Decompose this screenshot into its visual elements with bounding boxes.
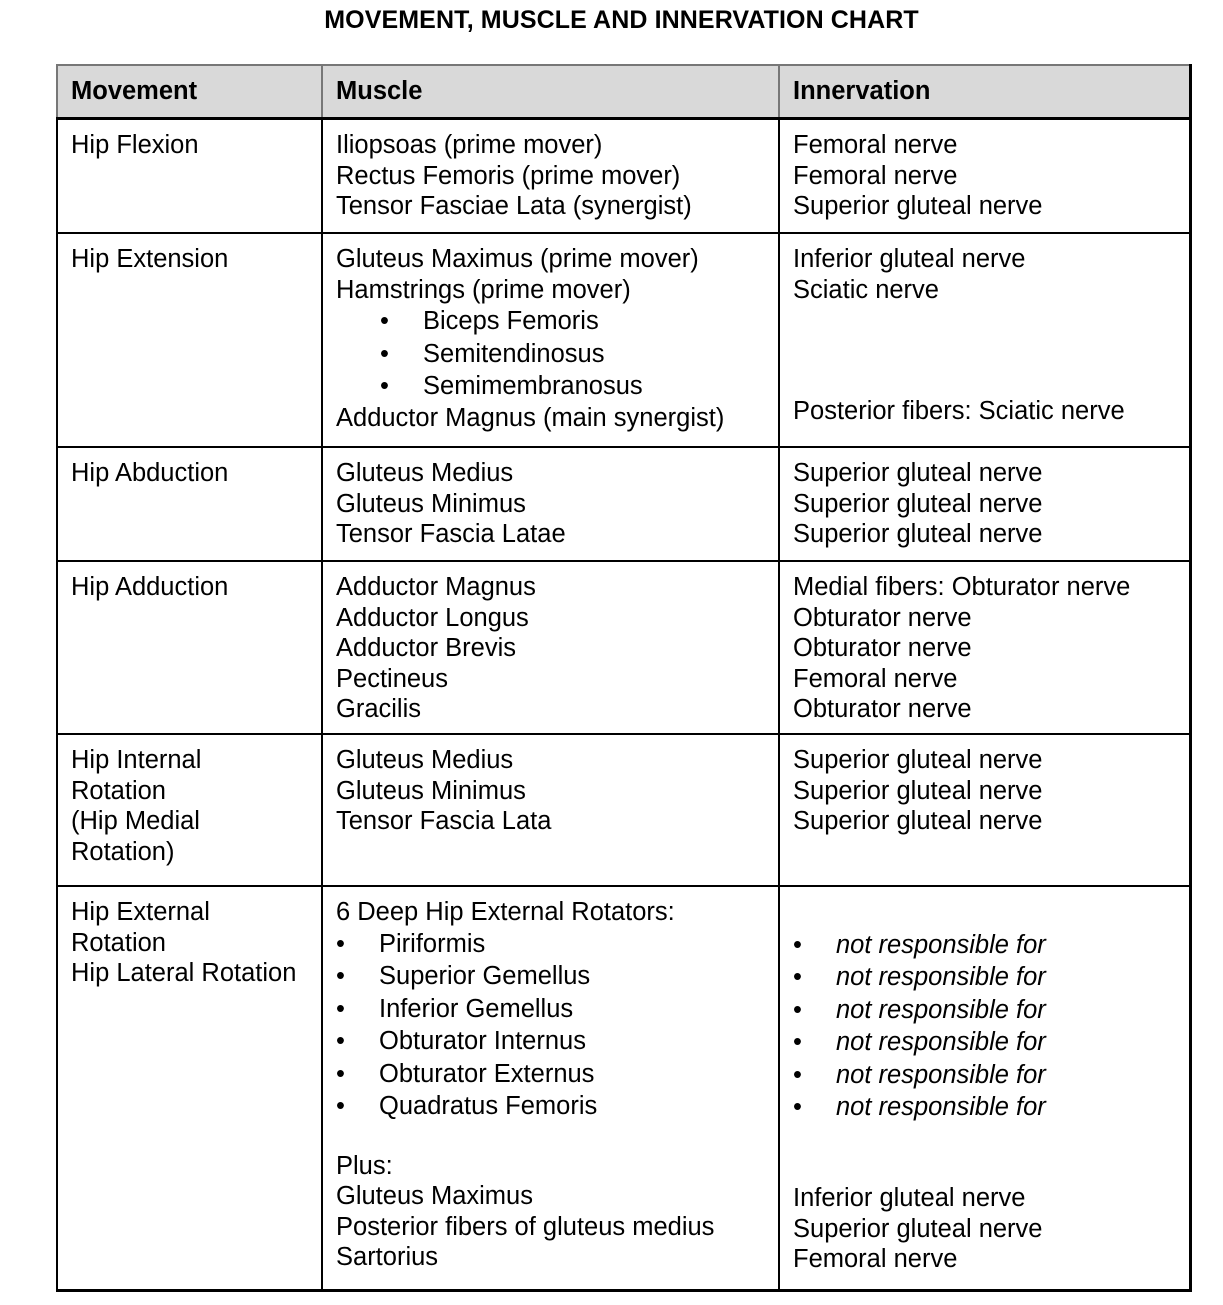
- muscle-item: Gluteus Medius: [336, 459, 514, 487]
- movement-label: Hip Flexion: [71, 131, 199, 159]
- list-item: Semimembranosus: [423, 372, 643, 401]
- movement-label: Hip External: [71, 897, 210, 926]
- muscle-item: Pectineus: [336, 664, 448, 693]
- muscle-item: Adductor Magnus (main synergist): [336, 403, 725, 432]
- movement-label: Rotation: [71, 776, 166, 805]
- innervation-cell: [779, 119, 1190, 234]
- innervation-item: Inferior gluteal nerve: [793, 245, 1026, 273]
- list-item: Superior Gemellus: [379, 962, 591, 991]
- muscle-item: Sartorius: [336, 1243, 439, 1272]
- list-item: Biceps Femoris: [423, 307, 599, 336]
- innervation-item: Superior gluteal nerve: [793, 745, 1043, 774]
- muscle-cell: [322, 233, 779, 447]
- header-muscle: Muscle: [322, 65, 779, 119]
- muscle-item: Tensor Fascia Lata: [336, 807, 552, 836]
- muscle-item: Gluteus Medius: [336, 745, 514, 774]
- movement-label: Rotation: [71, 928, 166, 957]
- list-item: not responsible for: [836, 1028, 1046, 1057]
- innervation-item: Obturator nerve: [793, 634, 972, 663]
- movement-muscle-innervation-table: [56, 64, 1192, 1292]
- movement-cell: [57, 233, 322, 447]
- muscle-item: Posterior fibers of gluteus medius: [336, 1212, 715, 1241]
- movement-cell: [57, 119, 322, 234]
- movement-label: Hip Lateral Rotation: [71, 959, 297, 988]
- movement-label: Hip Adduction: [71, 573, 229, 601]
- table-row: [57, 447, 1190, 561]
- list-item: not responsible for: [836, 963, 1046, 992]
- innervation-item: Superior gluteal nerve: [793, 489, 1043, 518]
- movement-label: (Hip Medial: [71, 807, 200, 836]
- innervation-item: Superior gluteal nerve: [793, 776, 1043, 805]
- muscle-item: Hamstrings (prime mover): [336, 275, 631, 304]
- muscle-item: Adductor Longus: [336, 603, 529, 632]
- muscle-cell: [322, 447, 779, 561]
- movement-cell: [57, 886, 322, 1291]
- list-item: not responsible for: [836, 930, 1046, 959]
- innervation-item: Obturator nerve: [793, 603, 972, 632]
- list-item: not responsible for: [836, 1093, 1046, 1122]
- muscle-cell: [322, 886, 779, 1291]
- innervation-cell: [779, 734, 1190, 886]
- innervation-item: Superior gluteal nerve: [793, 192, 1043, 221]
- list-item: Semitendinosus: [423, 339, 605, 368]
- innervation-item: Femoral nerve: [793, 131, 958, 159]
- table-row: [57, 119, 1190, 234]
- header-innervation: Innervation: [779, 65, 1190, 119]
- muscle-item: Tensor Fasciae Lata (synergist): [336, 192, 692, 221]
- movement-label: Hip Extension: [71, 245, 229, 273]
- list-item: Inferior Gemellus: [379, 994, 574, 1023]
- list-item: Obturator Externus: [379, 1059, 595, 1088]
- muscle-item: Rectus Femoris (prime mover): [336, 161, 681, 190]
- list-item: not responsible for: [836, 995, 1046, 1024]
- innervation-item: Femoral nerve: [793, 161, 958, 190]
- muscle-cell: [322, 119, 779, 234]
- innervation-cell: [779, 233, 1190, 447]
- table-row: [57, 561, 1190, 734]
- muscle-item: Tensor Fascia Latae: [336, 520, 566, 549]
- muscle-item: Iliopsoas (prime mover): [336, 131, 603, 159]
- muscle-item: Adductor Brevis: [336, 634, 516, 663]
- muscle-item: Gluteus Minimus: [336, 489, 526, 518]
- page-title: MOVEMENT, MUSCLE AND INNERVATION CHART: [324, 6, 919, 34]
- innervation-item: Femoral nerve: [793, 1245, 958, 1274]
- list-item: not responsible for: [836, 1060, 1046, 1089]
- innervation-item: Femoral nerve: [793, 664, 958, 693]
- innervation-item: Posterior fibers: Sciatic nerve: [793, 397, 1125, 426]
- movement-cell: [57, 447, 322, 561]
- movement-cell: [57, 734, 322, 886]
- movement-label: Rotation): [71, 837, 175, 866]
- muscle-cell: [322, 734, 779, 886]
- list-item: Quadratus Femoris: [379, 1092, 598, 1121]
- movement-cell: [57, 561, 322, 734]
- innervation-item: Superior gluteal nerve: [793, 807, 1043, 836]
- muscle-plus-label: Plus:: [336, 1151, 393, 1180]
- table-row: [57, 734, 1190, 886]
- innervation-cell: [779, 447, 1190, 561]
- innervation-item: Medial fibers: Obturator nerve: [793, 573, 1131, 601]
- movement-label: Hip Abduction: [71, 459, 229, 487]
- table-row: [57, 233, 1190, 447]
- list-item: Obturator Internus: [379, 1027, 586, 1056]
- list-item: Piriformis: [379, 929, 486, 958]
- muscle-item: Adductor Magnus: [336, 573, 536, 601]
- innervation-item: Superior gluteal nerve: [793, 520, 1043, 549]
- innervation-item: Obturator nerve: [793, 695, 972, 724]
- muscle-item: Gluteus Maximus (prime mover): [336, 245, 699, 273]
- innervation-cell: [779, 886, 1190, 1291]
- innervation-item: Superior gluteal nerve: [793, 459, 1043, 487]
- muscle-item: Gluteus Minimus: [336, 776, 526, 805]
- innervation-cell: [779, 561, 1190, 734]
- header-movement: Movement: [57, 65, 322, 119]
- table-row: [57, 886, 1190, 1291]
- movement-label: Hip Internal: [71, 745, 202, 774]
- header-row: [57, 65, 1190, 119]
- muscle-intro: 6 Deep Hip External Rotators:: [336, 897, 675, 926]
- innervation-item: Superior gluteal nerve: [793, 1214, 1043, 1243]
- innervation-item: Inferior gluteal nerve: [793, 1183, 1026, 1212]
- muscle-item: Gluteus Maximus: [336, 1182, 533, 1211]
- innervation-item: Sciatic nerve: [793, 275, 939, 304]
- muscle-cell: [322, 561, 779, 734]
- muscle-item: Gracilis: [336, 695, 422, 724]
